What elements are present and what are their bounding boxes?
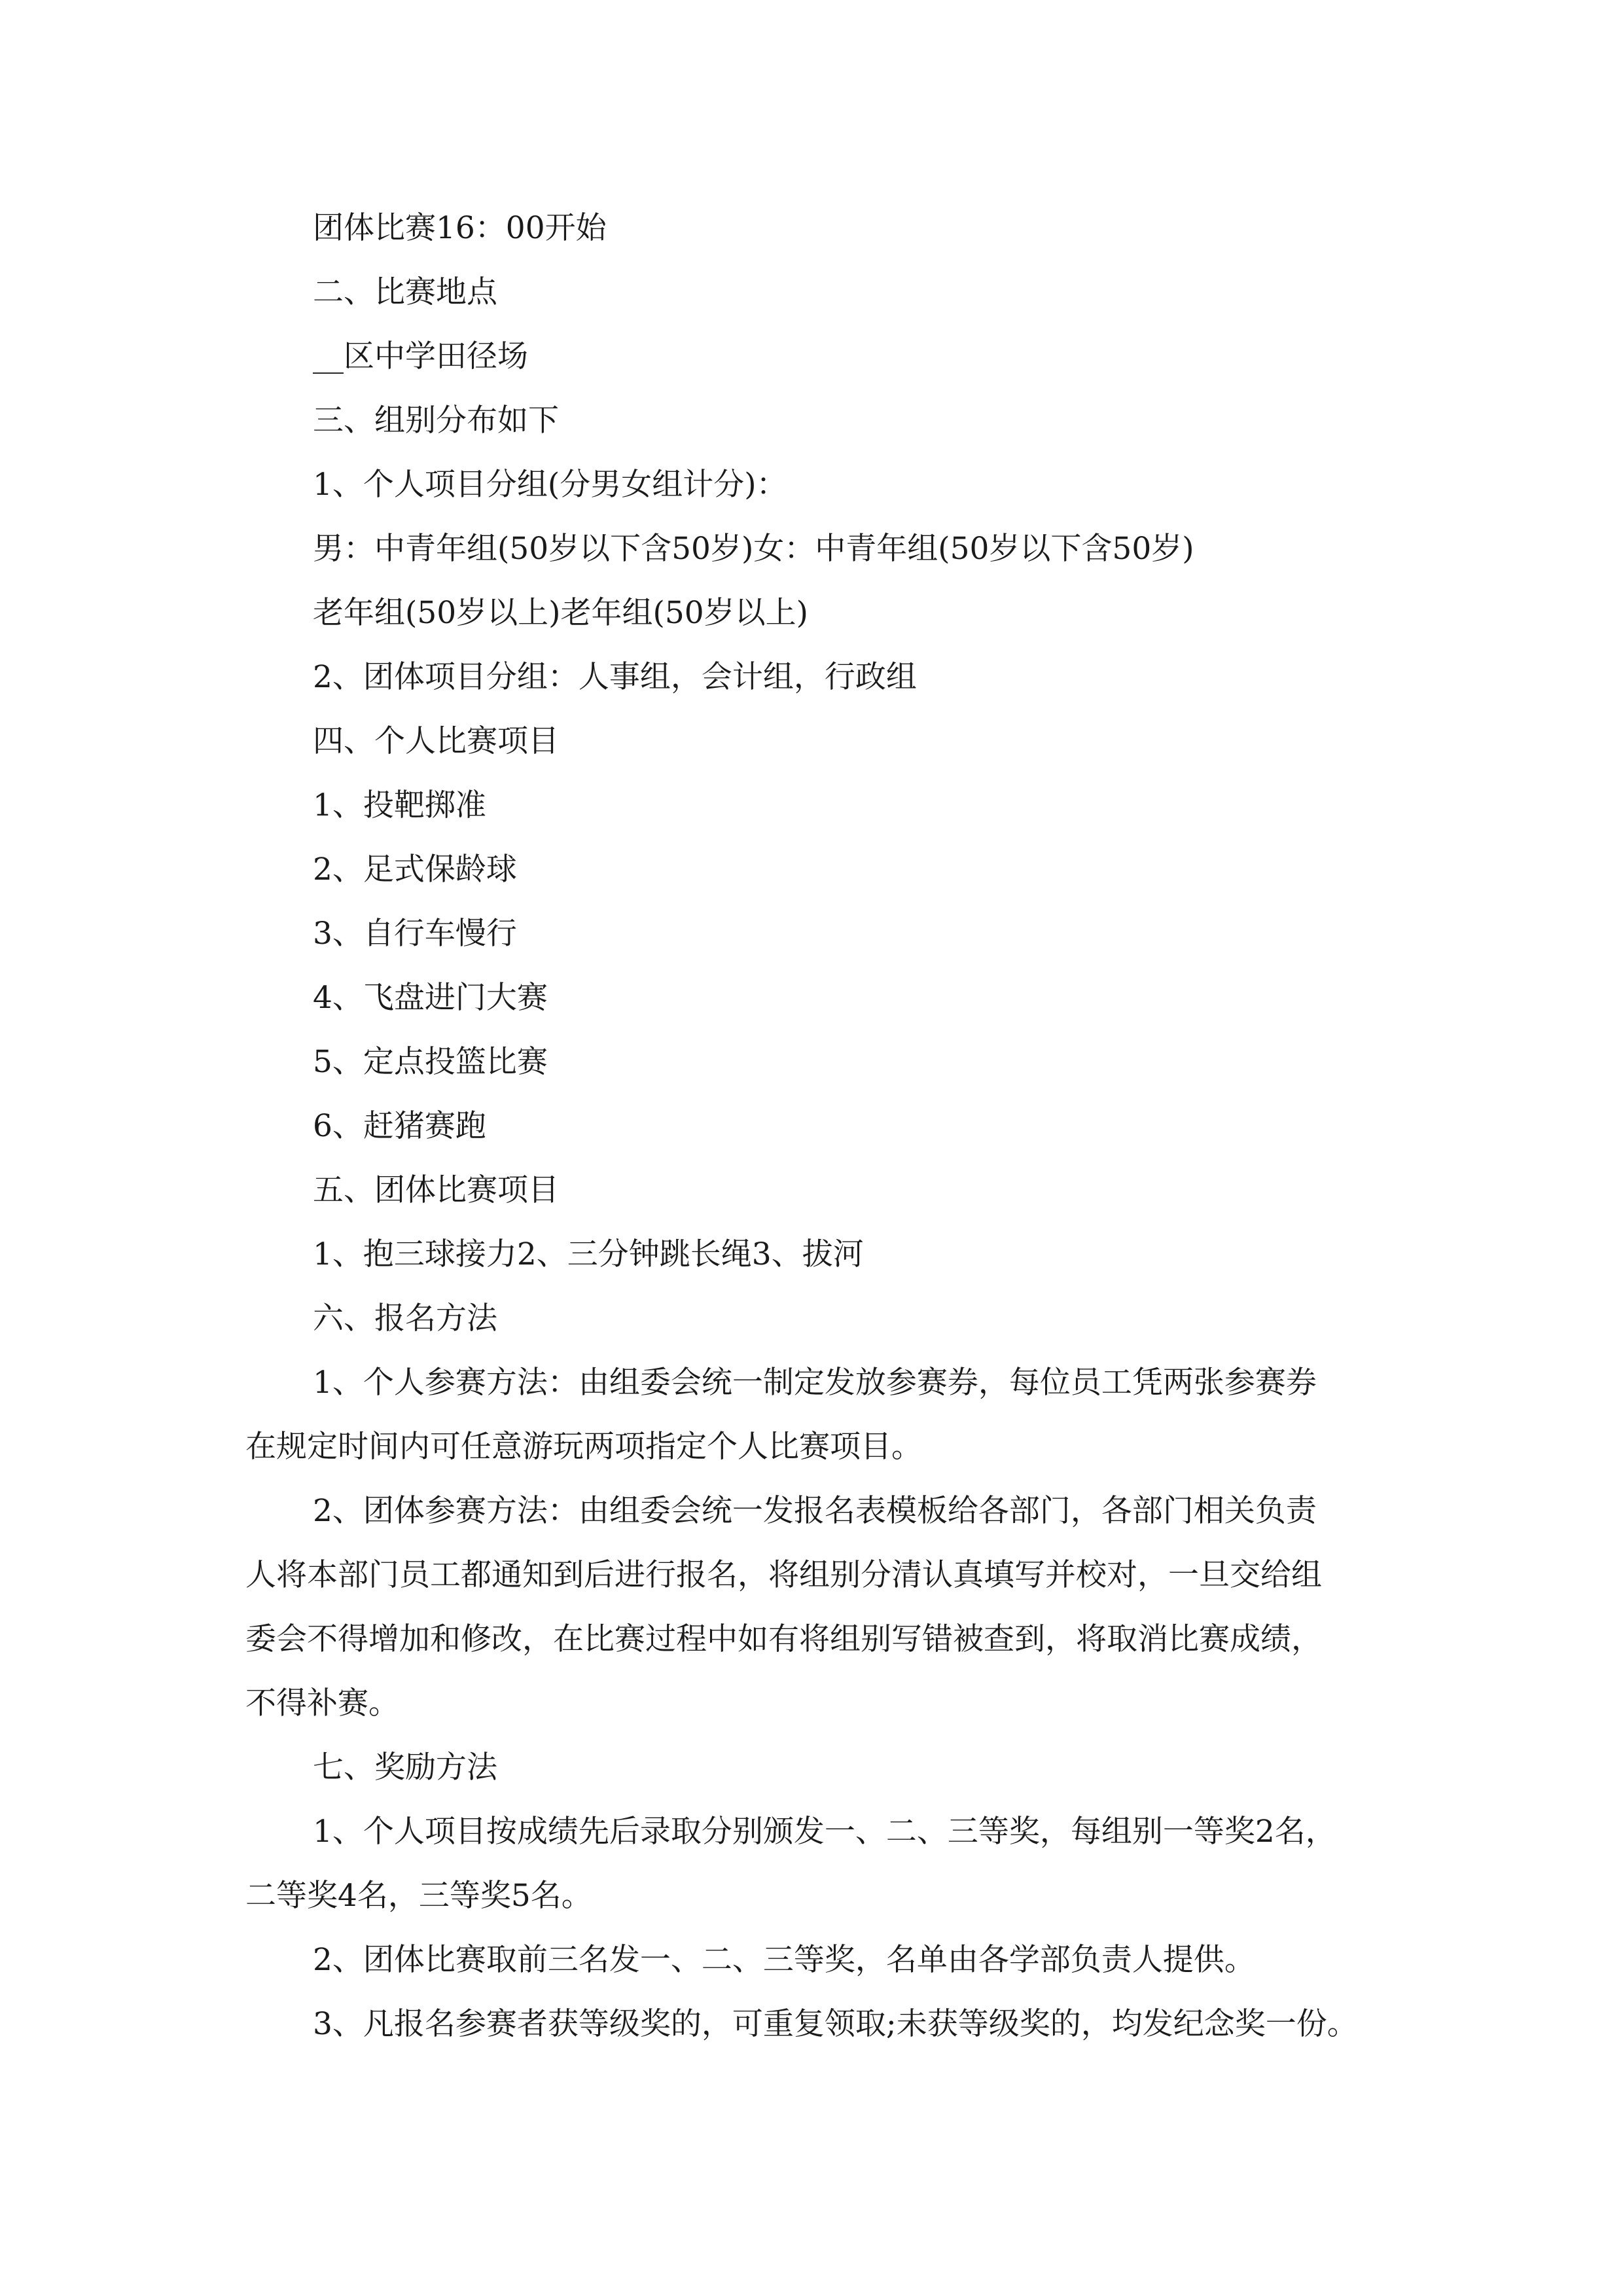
- paragraph-line: 3、凡报名参赛者获等级奖的，可重复领取;未获等级奖的，均发纪念奖一份。: [313, 2006, 1358, 2042]
- paragraph-line: 委会不得增加和修改，在比赛过程中如有将组别写错被查到，将取消比赛成绩，: [245, 1621, 1322, 1657]
- section-heading: 二、比赛地点: [313, 274, 497, 310]
- paragraph-line: 二等奖4名，三等奖5名。: [245, 1878, 592, 1914]
- list-item: 6、赶猪赛跑: [313, 1108, 486, 1144]
- paragraph-line: 2、团体参赛方法：由组委会统一发报名表模板给各部门，各部门相关负责: [313, 1493, 1317, 1529]
- list-item: 5、定点投篮比赛: [313, 1044, 548, 1080]
- section-heading: 七、奖励方法: [313, 1749, 497, 1785]
- list-item: 3、自行车慢行: [313, 916, 517, 952]
- paragraph-line: 1、个人参赛方法：由组委会统一制定发放参赛券，每位员工凭两张参赛券: [313, 1365, 1317, 1401]
- paragraph-line: 男：中青年组(50岁以下含50岁)女：中青年组(50岁以下含50岁): [313, 531, 1194, 567]
- list-item: 1、投靶掷准: [313, 787, 486, 823]
- paragraph-line: 不得补赛。: [245, 1685, 399, 1721]
- section-heading: 三、组别分布如下: [313, 403, 559, 439]
- list-item: 2、足式保龄球: [313, 852, 517, 888]
- paragraph-line: 在规定时间内可任意游玩两项指定个人比赛项目。: [245, 1429, 922, 1465]
- list-item: 2、团体项目分组：人事组，会计组，行政组: [313, 659, 917, 695]
- paragraph-line: 人将本部门员工都通知到后进行报名，将组别分清认真填写并校对，一旦交给组: [245, 1557, 1322, 1593]
- paragraph-line: 团体比赛16：00开始: [313, 210, 607, 246]
- list-item: 1、抱三球接力2、三分钟跳长绳3、拔河: [313, 1236, 864, 1272]
- paragraph-line: 2、团体比赛取前三名发一、二、三等奖，名单由各学部负责人提供。: [313, 1942, 1255, 1978]
- list-item: 1、个人项目分组(分男女组计分)：: [313, 467, 787, 503]
- list-item: 4、飞盘进门大赛: [313, 980, 548, 1016]
- paragraph-line: __区中学田径场: [313, 338, 528, 374]
- section-heading: 四、个人比赛项目: [313, 723, 559, 759]
- section-heading: 五、团体比赛项目: [313, 1172, 559, 1208]
- paragraph-line: 1、个人项目按成绩先后录取分别颁发一、二、三等奖，每组别一等奖2名，: [313, 1814, 1336, 1850]
- document-body: [245, 196, 1397, 2056]
- paragraph-line: 老年组(50岁以上)老年组(50岁以上): [313, 595, 808, 631]
- section-heading: 六、报名方法: [313, 1300, 497, 1336]
